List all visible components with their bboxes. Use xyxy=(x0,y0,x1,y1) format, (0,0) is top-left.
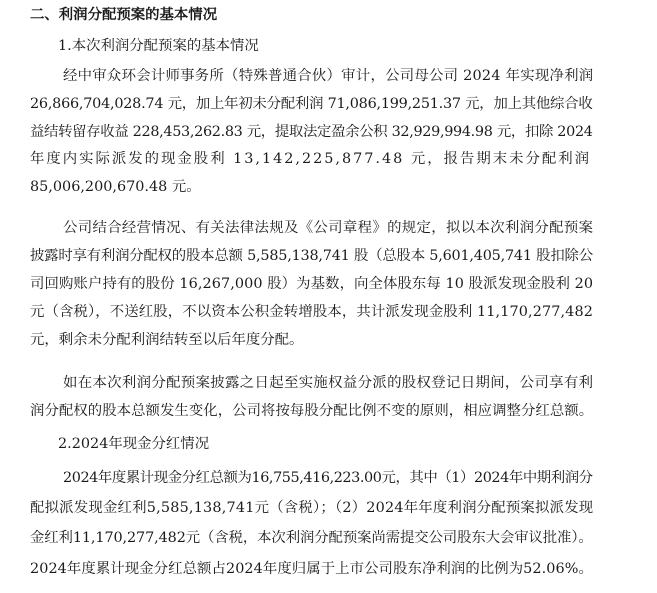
paragraph-line: 配拟派发现金红利5,585,138,741元（含税）；（2）2024年年度利润分配预案拟派发现 xyxy=(30,500,594,516)
paragraph-line: 经中审众环会计师事务所（特殊普通合伙）审计，公司母公司 2024 年实现净利润 xyxy=(63,68,594,84)
paragraph-line: 润分配权的股本总额发生变化，公司将按每股分配比例不变的原则，相应调整分红总额。 xyxy=(30,403,594,419)
paragraph-line: 年度内实际派发的现金股利 13,142,225,877.48 元，报告期末未分配利润 xyxy=(30,151,592,167)
subsection-heading-1: 1.本次利润分配预案的基本情况 xyxy=(58,38,259,54)
paragraph-line: 如在本次利润分配预案披露之日起至实施权益分派的股权登记日期间，公司享有利 xyxy=(63,375,594,391)
paragraph-line: 2024年度累计现金分红总额占2024年度归属于上市公司股东净利润的比例为52.06%。 xyxy=(30,561,593,577)
paragraph-line: 金红利11,170,277,482元（含税，本次利润分配预案尚需提交公司股东大会审议批准）。 xyxy=(30,530,593,546)
paragraph-line: 元（含税），不送红股，不以资本公积金转增股本，共计派发现金股利 11,170,277,482 xyxy=(30,304,593,320)
section-heading: 二、利润分配预案的基本情况 xyxy=(30,7,218,23)
paragraph-line: 司回购账户持有的股份 16,267,000 股）为基数，向全体股东每 10 股派发现金股利 20 xyxy=(30,276,594,292)
paragraph-line: 公司结合经营情况、有关法律法规及《公司章程》的规定，拟以本次利润分配预案 xyxy=(63,220,594,236)
paragraph-line: 2024年度累计现金分红总额为16,755,416,223.00元，其中（1）2024年中期利润分 xyxy=(63,470,593,486)
paragraph-line: 披露时享有利润分配权的股本总额 5,585,138,741 股（总股本 5,601,405,741 股扣除公 xyxy=(30,248,593,264)
paragraph-line: 元，剩余未分配利润结转至以后年度分配。 xyxy=(30,332,304,348)
paragraph-line: 85,006,200,670.48 元。 xyxy=(30,179,201,195)
subsection-heading-2: 2.2024年现金分红情况 xyxy=(58,436,210,452)
paragraph-line: 26,866,704,028.74 元，加上年初未分配利润 71,086,199,251.37 元，加上其他综合收 xyxy=(30,96,593,112)
paragraph-line: 益结转留存收益 228,453,262.83 元，提取法定盈余公积 32,929,994.98 元，扣除 2024 xyxy=(30,124,593,140)
